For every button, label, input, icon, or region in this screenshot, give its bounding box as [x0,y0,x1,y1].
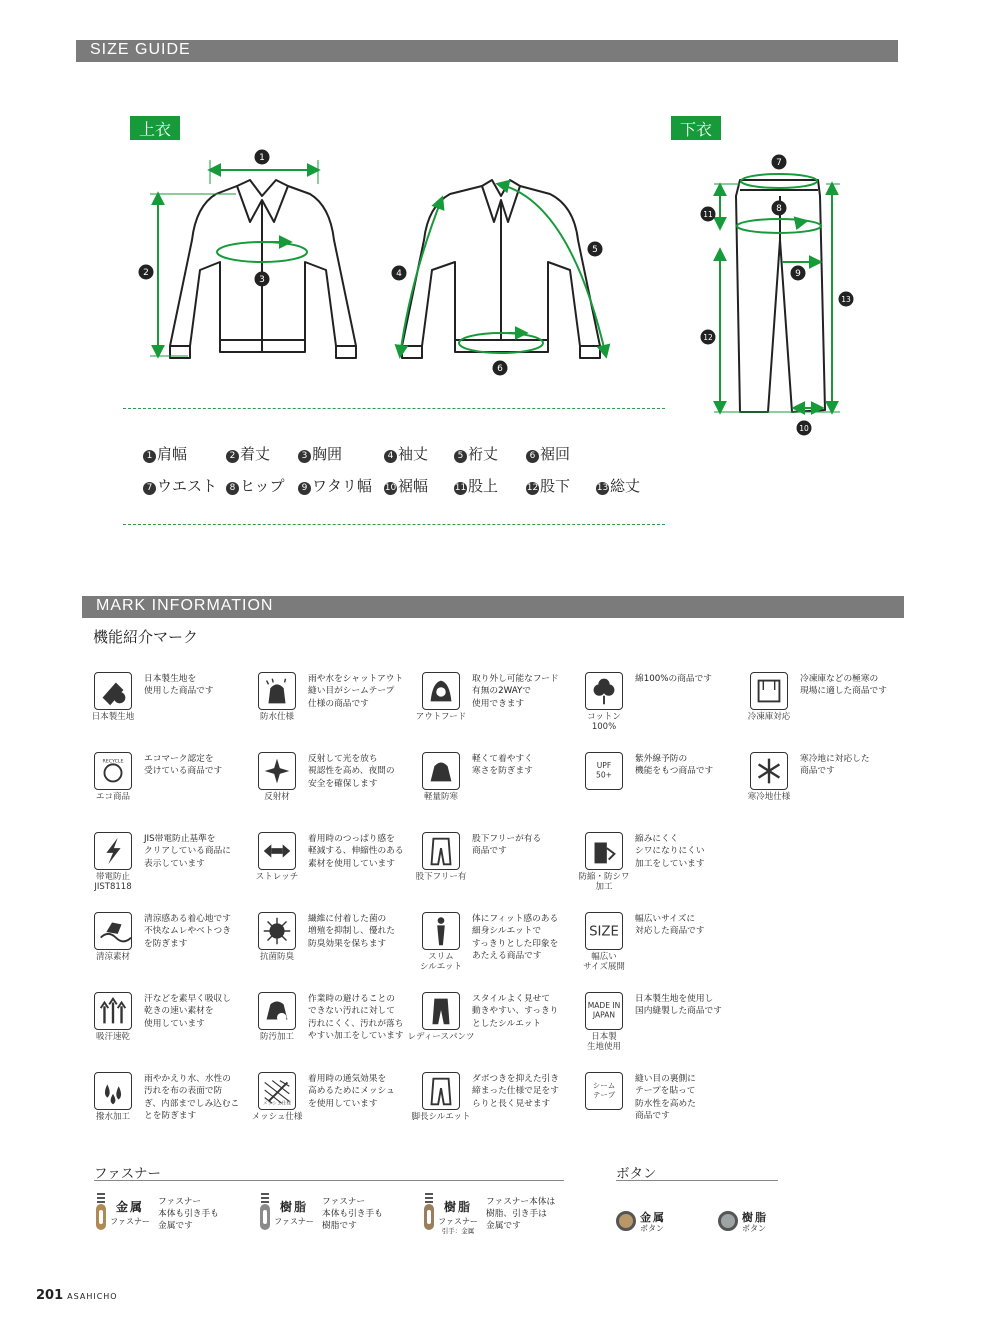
cotton-mark [575,672,735,748]
fastener-item [258,1192,418,1248]
legend-item: 13 総丈 [596,477,641,495]
mark-icon-text: テープ [592,1090,616,1100]
mark-label: 清涼素材 [95,952,130,962]
stain-mark [248,992,408,1068]
mark-icon-text: JAPAN [592,1010,616,1020]
mark-description: 作業時の避けることの できない汚れに対して 汚れにくく、汚れが落ち やすい加工をしています [308,994,404,1041]
mark-description: 汗などを素早く吸収し 乾きの速い素材を 使用しています [144,994,231,1029]
mesh-icon [258,1072,296,1110]
legend-item: 11 股上 [454,477,499,495]
mark-icon-text: UPF [596,761,612,771]
divider-bottom [123,524,665,525]
legend-item: 9 ワタリ幅 [298,475,372,496]
mark-description: 股下フリーが有る 商品です [472,834,542,857]
rain-jacket-mark [248,672,408,748]
stretch-icon [258,832,296,870]
mark-description: 繊維に付着した菌の 増殖を抑制し、優れた 防臭効果を保ちます [308,914,395,949]
mark-label: 冷凍庫対応 [747,712,791,722]
slim-mark [412,912,572,988]
mark-label: 防汚加工 [259,1032,294,1042]
mark-info-subtitle: 機能紹介マーク [93,628,199,646]
mark-description: 着用時の通気効果を 高めるためにメッシュ を使用しています [308,1074,395,1109]
fastener-material: 金属 [115,1200,144,1214]
fabric-roll-icon [94,672,132,710]
marker-5 [588,242,603,257]
mark-label: 防縮・防シワ 加工 [578,872,630,892]
lightning-icon [94,832,132,870]
reflect-icon [258,752,296,790]
fastener-underline [94,1180,564,1181]
mark-description: 縮みにくく シワになりにくい 加工をしています [635,834,705,869]
mark-label: 撥水加工 [95,1112,130,1122]
button-type: ボタン [640,1224,664,1233]
marker-10-text: 10 [799,424,809,433]
long-leg-mark [412,1072,572,1148]
jacket-back-drawing [402,180,600,358]
made-in-japan-icon [585,992,623,1030]
mark-label: 帯電防止 JIST8118 [94,872,132,892]
seam-tape-mark [575,1072,735,1148]
zipper-icon [422,1192,436,1240]
marker-4-text: 4 [396,269,402,279]
mark-description: 清涼感ある着心地です 不快なムレやベトつき を防ぎます [144,914,231,949]
mark-label: 日本製 生地使用 [586,1032,621,1052]
marker-12 [701,330,716,345]
freezer-icon [750,672,788,710]
jacket-front-drawing [170,180,356,358]
lightning-mark [84,832,244,908]
mark-label: 吸汗速乾 [95,1032,130,1042]
marker-11-text: 11 [703,210,713,219]
seam-tape-icon [585,1072,623,1110]
zipper-icon [94,1192,108,1240]
fastener-note: 引手：金属 [441,1227,475,1235]
legend-item: 3 胸囲 [298,443,342,464]
recycle-icon [94,752,132,790]
mark-label: 幅広い サイズ展開 [583,952,625,972]
stretch-mark [248,832,408,908]
button-type: ボタン [742,1224,766,1233]
legend-item: 6 裾回 [526,443,570,464]
light-warm-mark [412,752,572,828]
mark-label: 寒冷地仕様 [747,792,791,802]
cool-icon [94,912,132,950]
mark-icon-text: MADE IN [587,1001,621,1011]
mark-label: レディースパンツ [407,1032,475,1042]
mark-label: 抗菌防臭 [259,952,294,962]
rain-jacket-icon [258,672,296,710]
marker-7-text: 7 [776,158,782,168]
button-underline [616,1180,778,1181]
mark-label: 日本製生地 [91,712,135,722]
button-title: ボタン [616,1166,657,1182]
page-number: 201 [36,1288,64,1303]
bottom-label: 下衣 [671,116,721,140]
mark-description: 紫外線予防の 機能をもつ商品です [635,754,714,777]
ladies-pants-icon [422,992,460,1030]
fabric-roll-mark [84,672,244,748]
marker-8 [772,201,787,216]
fastener-type: ファスナー [110,1217,150,1226]
uv-icon [585,752,623,790]
ladies-pants-mark [407,992,572,1068]
mark-label: コットン 100% [587,712,621,732]
mark-description: 取り外し可能なフード 有無の2WAYで 使用できます [472,674,559,709]
cotton-icon [585,672,623,710]
mark-label: アウトフード [415,712,467,722]
size-guide-header: SIZE GUIDE [76,40,898,62]
snowflake-mark [740,752,900,828]
button-material: 樹脂 [742,1211,768,1224]
mark-icon-text: 50+ [596,770,612,780]
sweat-mark [84,992,244,1068]
mark-label: ストレッチ [255,872,299,882]
marker-6-text: 6 [497,364,503,374]
fastener-material: 樹脂 [443,1200,472,1214]
mark-description: 体にフィット感のある 細身シルエットで すっきりとした印象を あたえる商品です [472,914,559,961]
fastener-material: 樹脂 [279,1200,308,1214]
long-leg-icon [422,1072,460,1110]
mark-description: 日本製生地を使用し 国内縫製した商品です [635,994,722,1017]
marker-9 [791,266,806,281]
fastener-description: ファスナー 本体も引き手も 樹脂です [322,1197,383,1231]
marker-1 [255,150,270,165]
divider-top [123,408,665,409]
brand: ASAHICHO [67,1292,118,1301]
hood-mark [412,672,572,748]
fastener-title: ファスナー [94,1166,161,1182]
mark-label: エコ商品 [95,792,130,802]
legend-item: 4 袖丈 [384,443,428,464]
fastener-item [422,1192,582,1248]
mark-description: 着用時のつっぱり感を 軽減する、伸縮性のある 素材を使用しています [308,834,404,869]
svg-text:メッシュ仕様: メッシュ仕様 [262,1101,292,1107]
mark-icon-text: SIZE [589,924,619,940]
zipper-icon [258,1192,272,1240]
marker-2 [139,265,154,280]
water-drop-icon [94,1072,132,1110]
marker-6 [493,361,508,376]
freezer-mark [740,672,900,748]
legend-item: 2 着丈 [226,443,270,464]
uv-mark [575,752,735,828]
svg-text:RECYCLE: RECYCLE [102,759,124,765]
antibacterial-icon [258,912,296,950]
mark-label: 股下フリー有 [415,872,467,882]
marker-1-text: 1 [259,153,265,163]
top-label: 上衣 [130,116,180,140]
mark-description: 寒冷地に対応した 商品です [800,754,870,777]
fastener-description: ファスナー 本体も引き手も 金属です [158,1197,219,1231]
size-diagram [0,0,1000,440]
marker-3-text: 3 [259,275,265,285]
legend-item: 10 裾幅 [384,477,429,495]
pants-free-icon [422,832,460,870]
legend-item: 8 ヒップ [226,475,285,496]
legend-item: 7 ウエスト [143,475,217,496]
legend-item: 5 裄丈 [454,443,498,464]
size-icon [585,912,623,950]
mark-description: スタイルよく見せて 動きやすい、すっきり としたシルエット [472,994,559,1029]
size-mark [575,912,735,988]
mark-label: 軽量防寒 [423,792,458,802]
footer [36,1288,118,1303]
marker-3 [255,272,270,287]
mark-label: 反射材 [264,792,290,802]
marker-2-text: 2 [143,268,149,278]
antibacterial-mark [248,912,408,988]
marker-12-text: 12 [703,333,713,342]
fastener-type: ファスナー [438,1217,478,1226]
shrink-mark [575,832,735,908]
reflect-mark [248,752,408,828]
mark-description: 縫い目の裏側に テープを貼って 防水性を高めた 商品です [635,1074,696,1121]
marker-10 [797,421,812,436]
shrink-icon [585,832,623,870]
button-circle-icon [718,1211,738,1231]
marker-4 [392,266,407,281]
mark-label: メッシュ仕様 [251,1112,303,1122]
mark-description: 日本製生地を 使用した商品です [144,674,214,697]
slim-icon [422,912,460,950]
legend-item: 12 股下 [526,477,571,495]
mark-description: 雨や水をシャットアウト 縫い目がシームテープ 仕様の商品です [308,674,404,709]
mark-label: 防水仕様 [259,712,294,722]
sweat-icon [94,992,132,1030]
mark-description: 軽くて着やすく 寒さを防ぎます [472,754,533,777]
cool-mark [84,912,244,988]
hood-icon [422,672,460,710]
marker-8-text: 8 [776,204,782,214]
stain-icon [258,992,296,1030]
mark-description: エコマーク認定を 受けている商品です [144,754,223,777]
marker-11 [701,207,716,222]
marker-9-text: 9 [795,269,801,279]
fastener-type: ファスナー [274,1217,314,1226]
snowflake-icon [750,752,788,790]
recycle-mark [84,752,244,828]
button-item [616,1207,696,1237]
mark-description: 雨やかえり水、水性の 汚れを布の表面で防 ぎ、内部までしみ込むこ とを防ぎます [144,1074,240,1121]
marker-5-text: 5 [592,245,598,255]
legend-item: 1 肩幅 [143,443,187,464]
water-drop-mark [84,1072,244,1148]
button-item [718,1207,798,1237]
mark-description: 綿100%の商品です [635,674,712,684]
fastener-description: ファスナー本体は 樹脂、引き手は 金属です [486,1197,556,1231]
mark-info-header: MARK INFORMATION [82,596,904,618]
mark-description: JIS帯電防止基準を クリアしている商品に 表示しています [144,834,231,869]
mark-description: ダボつきを抑えた引き 締まった仕様で足をす らりと長く見せます [472,1074,559,1109]
button-material: 金属 [640,1211,666,1224]
button-circle-icon [616,1211,636,1231]
mark-description: 反射して光を放ち 視認性を高め、夜間の 安全を確保します [308,754,395,789]
marker-7 [772,155,787,170]
mark-description: 冷凍庫などの極寒の 現場に適した商品です [800,674,887,697]
pants-free-mark [412,832,572,908]
mark-label: スリム シルエット [419,952,463,972]
marker-13 [839,292,854,307]
mark-label: 脚長シルエット [411,1112,471,1122]
mesh-mark [248,1072,408,1148]
mark-icon-text: シーム [592,1081,616,1091]
made-in-japan-mark [575,992,735,1068]
mark-description: 幅広いサイズに 対応した商品です [635,914,705,937]
light-warm-icon [422,752,460,790]
fastener-item [94,1192,254,1248]
marker-13-text: 13 [841,295,851,304]
